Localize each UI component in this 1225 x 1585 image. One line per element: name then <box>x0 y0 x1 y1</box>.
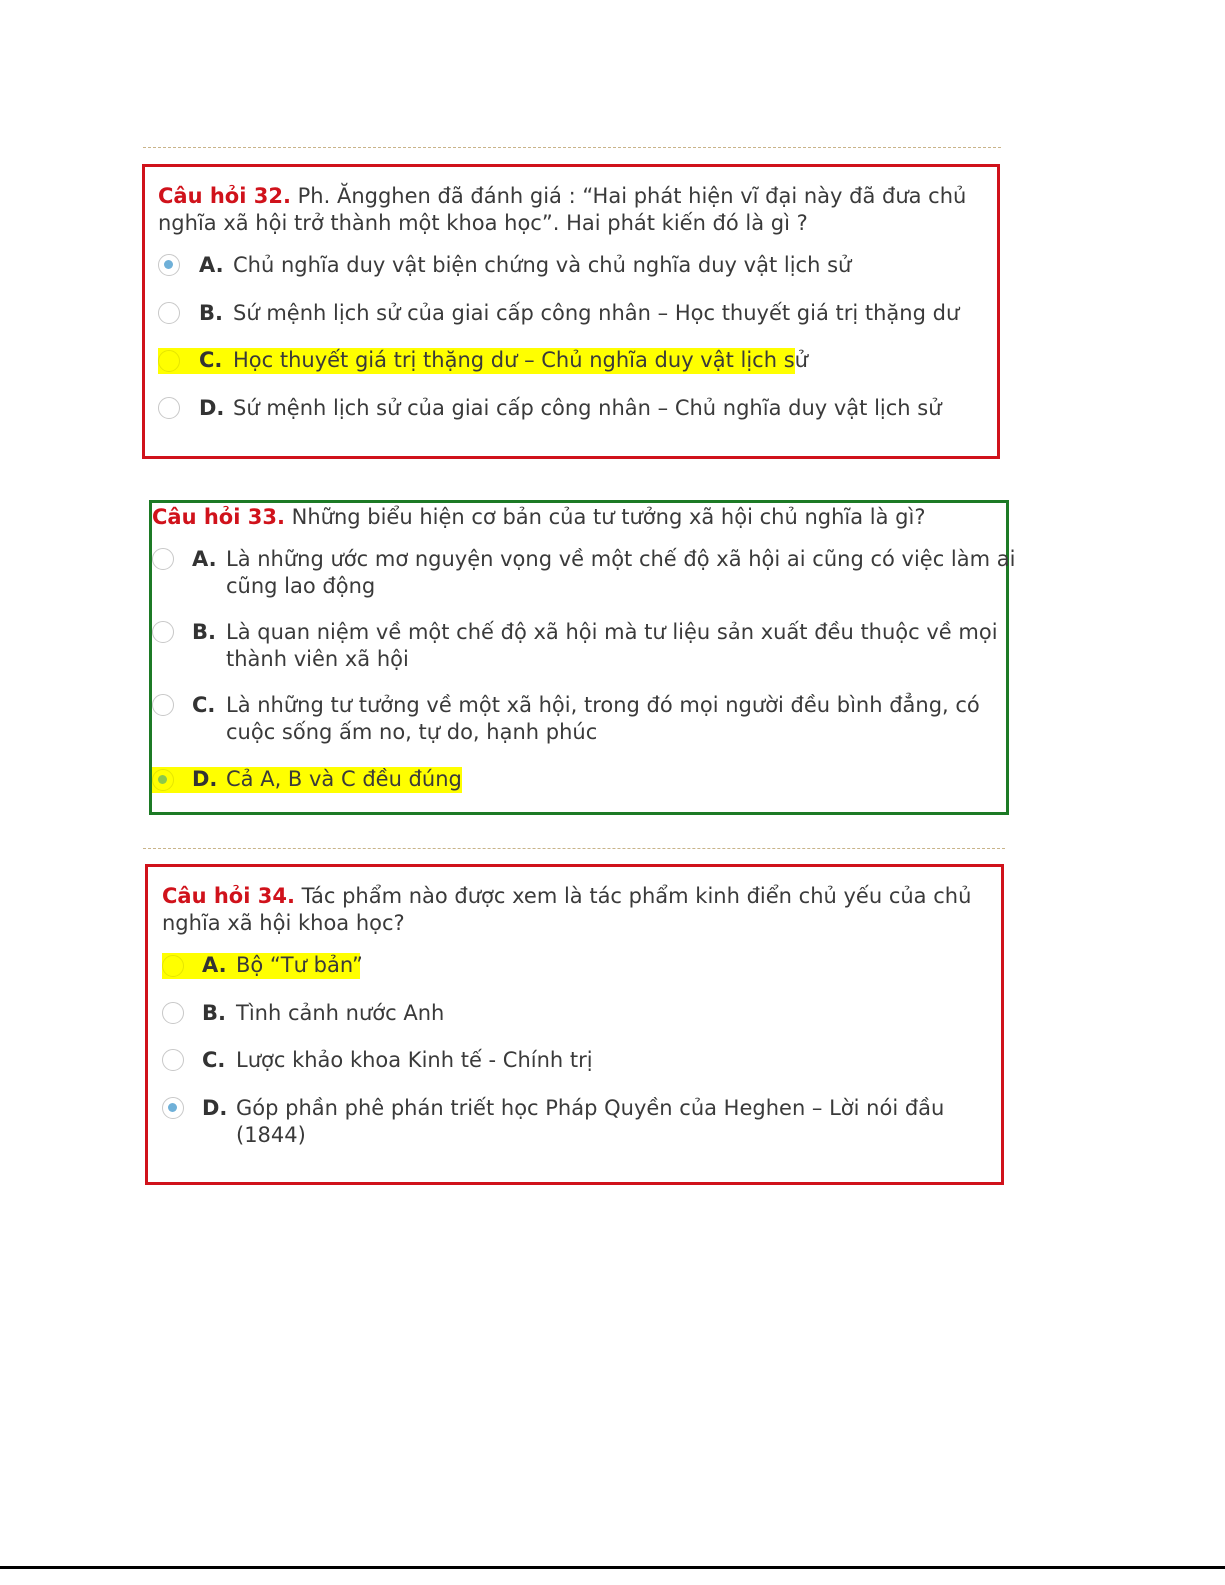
q32-option-b[interactable]: B. Sứ mệnh lịch sử của giai cấp công nhân – Học thuyết giá trị thặng dư <box>158 300 958 330</box>
q33-option-d[interactable]: D. Cả A, B và C đều đúng <box>152 766 472 796</box>
radio-button-highlighted[interactable] <box>162 955 184 977</box>
question-32-text-line2: nghĩa xã hội trở thành một khoa học”. Hai phát kiến đó là gì ? <box>158 211 808 235</box>
question-32-text-line1: Câu hỏi 32. Ph. Ăngghen đã đánh giá : “Hai phát hiện vĩ đại này đã đưa chủ <box>158 184 967 208</box>
radio-button[interactable] <box>152 621 174 643</box>
radio-button[interactable] <box>158 397 180 419</box>
separator-middle <box>143 848 1005 849</box>
radio-button-selected[interactable] <box>152 769 174 791</box>
radio-button-selected[interactable] <box>158 254 180 276</box>
question-34-text-line2: nghĩa xã hội khoa học? <box>162 911 405 935</box>
question-33-number: Câu hỏi 33. <box>152 505 285 529</box>
radio-button[interactable] <box>152 694 174 716</box>
q32-option-a[interactable]: A. Chủ nghĩa duy vật biện chứng và chủ nghĩa duy vật lịch sử <box>158 252 858 282</box>
q33-option-c[interactable]: C. Là những tư tưởng về một xã hội, trong đó mọi người đều bình đẳng, có cuộc sống ấm no, tự do, hạnh phúc <box>152 692 1002 748</box>
q33-option-b[interactable]: B. Là quan niệm về một chế độ xã hội mà tư liệu sản xuất đều thuộc về mọi thành viên xã hội <box>152 619 1002 675</box>
radio-button-selected[interactable] <box>162 1097 184 1119</box>
radio-button[interactable] <box>162 1049 184 1071</box>
question-33-text-line1: Câu hỏi 33. Những biểu hiện cơ bản của tư tưởng xã hội chủ nghĩa là gì? <box>152 505 926 529</box>
question-34-number: Câu hỏi 34. <box>162 884 295 908</box>
question-32-number: Câu hỏi 32. <box>158 184 291 208</box>
radio-button[interactable] <box>152 548 174 570</box>
radio-button-highlighted[interactable] <box>158 350 180 372</box>
q34-option-d[interactable]: D. Góp phần phê phán triết học Pháp Quyền của Heghen – Lời nói đầu (1844) <box>162 1095 992 1151</box>
question-34-text-line1: Câu hỏi 34. Tác phẩm nào được xem là tác phẩm kinh điển chủ yếu của chủ <box>162 884 972 908</box>
separator-top <box>143 147 1001 148</box>
page-bottom-border <box>0 1566 1225 1569</box>
radio-button[interactable] <box>158 302 180 324</box>
q33-option-a[interactable]: A. Là những ước mơ nguyện vọng về một chế độ xã hội ai cũng có việc làm ai cũng lao động <box>152 546 1002 602</box>
radio-button[interactable] <box>162 1002 184 1024</box>
q34-option-a[interactable]: A. Bộ “Tư bản” <box>162 952 382 982</box>
q34-option-b[interactable]: B. Tình cảnh nước Anh <box>162 1000 562 1030</box>
q32-option-d[interactable]: D. Sứ mệnh lịch sử của giai cấp công nhân – Chủ nghĩa duy vật lịch sử <box>158 395 958 425</box>
q34-option-c[interactable]: C. Lược khảo khoa Kinh tế - Chính trị <box>162 1047 662 1077</box>
q32-option-c[interactable]: C. Học thuyết giá trị thặng dư – Chủ nghĩa duy vật lịch sử <box>158 347 818 377</box>
